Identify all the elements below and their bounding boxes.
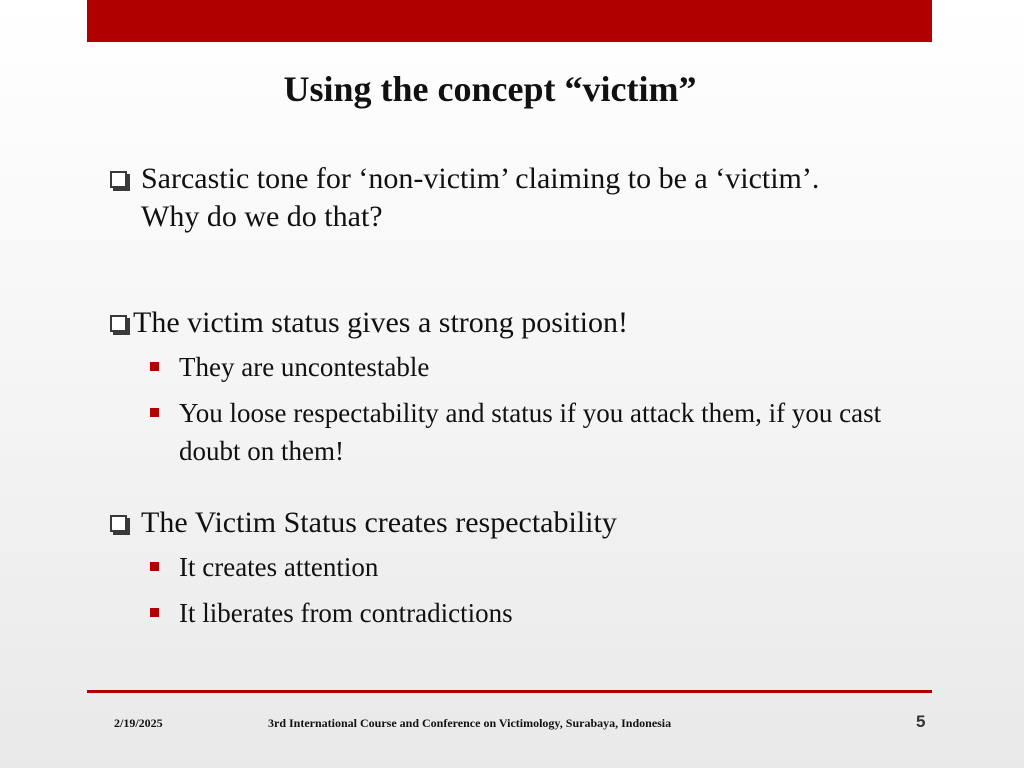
page-number: 5: [916, 712, 926, 731]
checkbox-bullet-icon: [110, 171, 127, 188]
bottom-accent-rule: [87, 690, 932, 693]
sub-bullet-text: They are uncontestable: [179, 352, 430, 382]
bullet-main: [110, 504, 930, 542]
checkbox-bullet-icon: [110, 315, 127, 332]
bullet-block-1: [110, 160, 930, 280]
sub-bullet-list: [110, 548, 930, 632]
slide-content: [110, 160, 930, 640]
sub-bullet-text: It creates attention: [179, 552, 379, 582]
bullet-block-3: [110, 504, 930, 632]
footer-conference: 3rd International Course and Conference on Victimology, Surabaya, Indonesia: [268, 716, 672, 730]
square-bullet-icon: [150, 408, 159, 417]
sub-bullet-list: [110, 348, 930, 470]
bullet-text: The victim status gives a strong position!: [133, 306, 628, 339]
footer-date: 2/19/2025: [114, 716, 163, 730]
bullet-main: [110, 304, 930, 342]
sub-bullet-item: [150, 348, 930, 386]
sub-bullet-item: [150, 594, 930, 632]
square-bullet-icon: [150, 562, 159, 571]
bullet-text: The Victim Status creates respectability: [141, 506, 617, 539]
checkbox-bullet-icon: [110, 515, 127, 532]
bullet-text: Sarcastic tone for ‘non-victim’ claiming to be a ‘victim’. Why do we do that?: [141, 162, 820, 233]
sub-bullet-item: [150, 548, 930, 586]
bullet-main: [110, 160, 930, 236]
square-bullet-icon: [150, 608, 159, 617]
bullet-block-2: [110, 304, 930, 470]
sub-bullet-item: [150, 394, 930, 470]
slide-title: Using the concept “victim”: [283, 69, 697, 109]
sub-bullet-text: It liberates from contradictions: [179, 598, 513, 628]
sub-bullet-text: You loose respectability and status if you attack them, if you cast doubt on them!: [179, 398, 882, 466]
top-accent-bar: [87, 0, 932, 42]
square-bullet-icon: [150, 362, 159, 371]
